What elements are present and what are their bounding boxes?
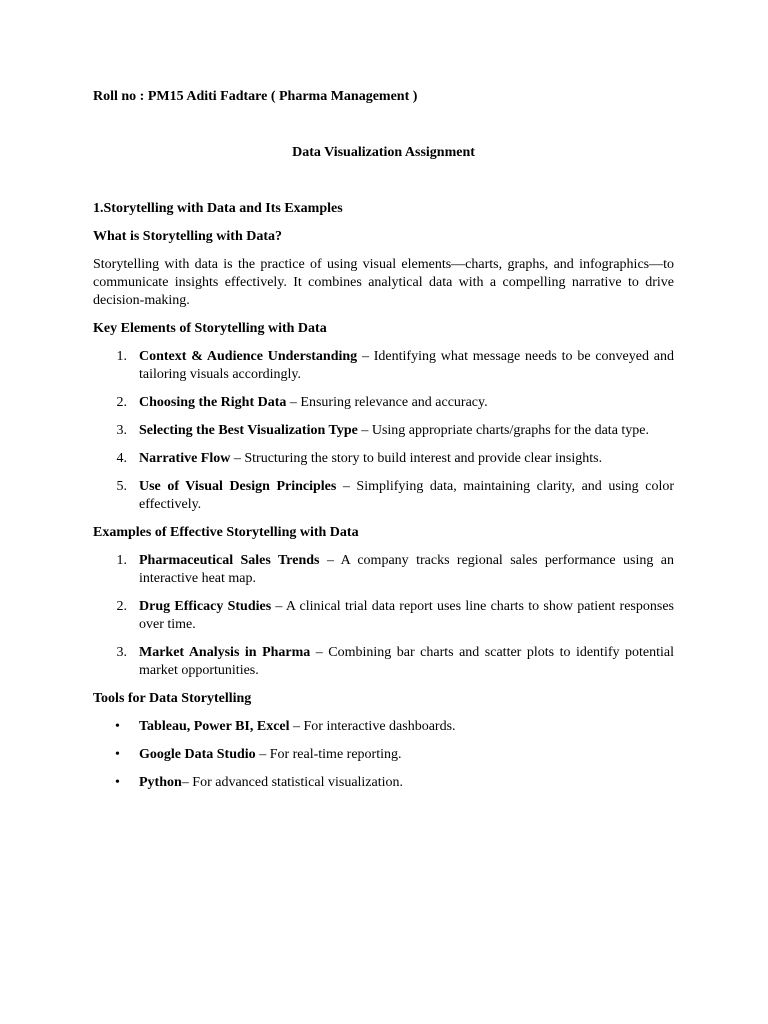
item-term: Use of Visual Design Principles xyxy=(139,479,337,494)
key-elements-list xyxy=(93,348,674,514)
bullet-icon: • xyxy=(115,747,120,762)
item-term: Narrative Flow xyxy=(139,451,231,466)
list-item xyxy=(93,718,674,736)
list-number: 3. xyxy=(116,645,127,660)
list-number: 2. xyxy=(116,395,127,410)
item-term: Google Data Studio xyxy=(139,747,256,762)
section-1-heading: 1.Storytelling with Data and Its Examples xyxy=(93,201,343,216)
list-item xyxy=(93,478,674,514)
item-text: – Using appropriate charts/graphs for the data type. xyxy=(357,423,650,438)
list-item xyxy=(93,552,674,588)
tools-list xyxy=(93,718,674,792)
list-item xyxy=(93,774,674,792)
list-item xyxy=(93,746,674,764)
bullet-icon: • xyxy=(115,775,120,790)
list-item xyxy=(93,422,674,440)
item-term: Tableau, Power BI, Excel xyxy=(139,719,290,734)
examples-heading: Examples of Effective Storytelling with Data xyxy=(93,525,359,540)
item-term: Choosing the Right Data xyxy=(139,395,287,410)
item-text: – A company tracks regional sales performance using an interactive heat map. xyxy=(139,553,674,586)
item-term: Context & Audience Understanding xyxy=(139,349,358,364)
item-text: – For interactive dashboards. xyxy=(289,719,456,734)
list-number: 5. xyxy=(116,479,127,494)
item-term: Selecting the Best Visualization Type xyxy=(139,423,358,438)
list-item xyxy=(93,450,674,468)
document-title: Data Visualization Assignment xyxy=(292,145,475,160)
list-number: 4. xyxy=(116,451,127,466)
item-text: – Ensuring relevance and accuracy. xyxy=(286,395,488,410)
item-term: Market Analysis in Pharma xyxy=(139,645,311,660)
item-term: Pharmaceutical Sales Trends xyxy=(139,553,320,568)
item-term: Python xyxy=(139,775,182,790)
list-number: 1. xyxy=(116,553,127,568)
what-is-storytelling-heading: What is Storytelling with Data? xyxy=(93,229,282,244)
tools-heading: Tools for Data Storytelling xyxy=(93,691,252,706)
item-text: – Identifying what message needs to be conveyed and tailoring visuals accordingly. xyxy=(139,349,674,382)
list-number: 3. xyxy=(116,423,127,438)
item-term: Drug Efficacy Studies xyxy=(139,599,272,614)
item-text: – A clinical trial data report uses line charts to show patient responses over time. xyxy=(139,599,674,632)
list-item xyxy=(93,598,674,634)
examples-list xyxy=(93,552,674,680)
list-number: 1. xyxy=(116,349,127,364)
list-item xyxy=(93,394,674,412)
list-item xyxy=(93,348,674,384)
item-text: – For real-time reporting. xyxy=(255,747,402,762)
key-elements-heading: Key Elements of Storytelling with Data xyxy=(93,321,327,336)
item-text: – Simplifying data, maintaining clarity, and using color effectively. xyxy=(139,479,674,512)
list-number: 2. xyxy=(116,599,127,614)
item-text: – Combining bar charts and scatter plots to identify potential market opportunities. xyxy=(139,645,674,678)
intro-paragraph: Storytelling with data is the practice of using visual elements—charts, graphs, and infographics—to communicate insights effectively. It combines analytical data with a compelling narrative to drive decision-making. xyxy=(93,257,674,308)
roll-number-line: Roll no : PM15 Aditi Fadtare ( Pharma Management ) xyxy=(93,89,418,104)
list-item xyxy=(93,644,674,680)
item-text: – Structuring the story to build interest and provide clear insights. xyxy=(230,451,603,466)
document-page xyxy=(93,88,674,802)
item-text: – For advanced statistical visualization. xyxy=(181,775,404,790)
bullet-icon: • xyxy=(115,719,120,734)
